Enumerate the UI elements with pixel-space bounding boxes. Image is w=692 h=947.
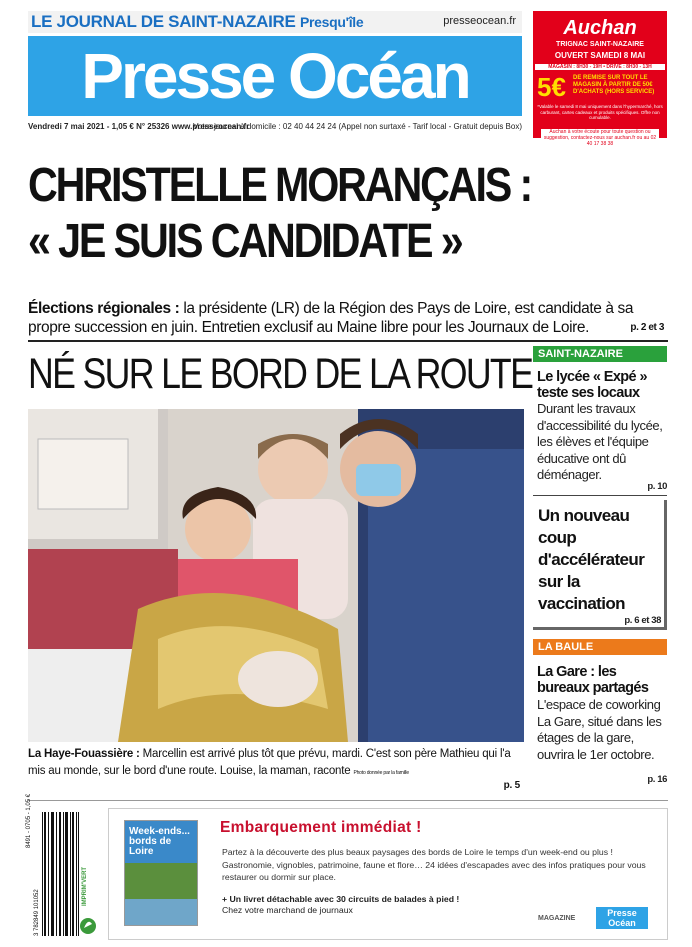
magazine-label: MAGAZINE [538,915,576,922]
main-story-caption [28,746,524,791]
barcode-text: 8491 - 0705 - 1,05 € [26,793,32,848]
section-tag-la-baule: LA BAULE [533,639,667,655]
magazine-ad-extra-sub: Chez votre marchand de journaux [222,905,353,915]
headline-lead [28,299,668,337]
auchan-service: Auchan à votre écoute pour toute question ou suggestion, contactez-nous sur auchan.fr ou au 02 40 17 38 38 [541,129,659,147]
barcode-number: 3 782849 101052 [34,889,40,936]
headline-line-2[interactable]: « JE SUIS CANDIDATE » [28,215,462,268]
headline-line-1[interactable]: CHRISTELLE MORANÇAIS : [28,159,532,212]
magazine-cover[interactable] [124,820,198,926]
auchan-discount: 5€ [537,72,566,102]
auchan-ad[interactable] [533,11,667,147]
main-story-photo[interactable] [28,409,524,742]
auchan-store: TRIGNAC SAINT-NAZAIRE [556,41,644,48]
main-story-page-ref[interactable]: p. 5 [503,780,520,791]
date-price: Vendredi 7 mai 2021 - 1,05 € N° 25326 www.presseocean.fr [28,122,250,131]
story-gare-page-ref[interactable]: p. 16 [647,774,667,785]
subscription-contact: Votre journal à domicile : 02 40 44 24 24 (Appel non surtaxé - Tarif local - Gratuit depuis Box) [193,122,522,131]
story-vaccination-title[interactable]: Un nouveau coup d'accélérateur sur la vaccination [538,506,645,613]
cover-river [125,899,197,925]
divider [28,340,668,342]
auchan-logo: Auchan [563,17,637,39]
lead-text: la présidente (LR) de la Région des Pays de Loire, est candidate à sa propre succession en juin. Entretien exclusif au Maine libre pour les Journaux de Loire. [28,300,634,336]
story-vaccination-page-ref[interactable]: p. 6 et 38 [624,615,661,626]
auchan-remise: DE REMISE SUR TOUT LE MAGASIN À PARTIR DE 50€ D'ACHATS (HORS SERVICE) [573,75,655,95]
newspaper-logo: Presse Océan [81,40,469,112]
story-lycee-text: Durant les travaux d'accessibilité du lycée, les élèves et l'équipe éducative ont dû déménager. [537,401,663,482]
story-lycee-page-ref[interactable]: p. 10 [647,481,667,492]
auchan-open: OUVERT SAMEDI 8 MAI [554,51,646,60]
sidebar-divider [533,495,667,496]
main-story-title[interactable]: NÉ SUR LE BORD DE LA ROUTE [28,350,533,398]
dateline [28,121,522,133]
family-photo-illustration [28,409,524,742]
divider [28,800,668,801]
magazine-ad-extra-bold: + Un livret détachable avec 30 circuits de balades à pied ! [222,894,460,904]
story-gare-text: L'espace de coworking La Gare, situé dans les étages de la gare, ouvrira le 1er octobre. [537,697,662,762]
auchan-hours: MAGASIN : 8H30 - 19H • DRIVE : 8H30 - 13H [535,64,665,70]
magazine-ad-body: Partez à la découverte des plus beaux paysages des bords de Loire le temps d'un week-end ou plus ! Gastronomie, vignobles, patrimoine, faune et flore… 24 idées d'escapades avec des infos pratiques pour vous restaurer ou dormir sur place. [222,847,646,882]
story-lycee-title[interactable]: Le lycée « Expé » teste ses locaux [537,369,647,401]
caption-kicker: La Haye-Fouassière : [28,748,140,760]
presquile-text: Presqu'île [300,14,364,30]
website-link[interactable]: presseocean.fr [443,15,516,27]
masthead [28,36,522,116]
auchan-conditions: *Valable le samedi 8 mai uniquement dans l'hypermarché, hors carburant, cartes cadeaux et produits spécifiques. Offre non cumulable. [537,104,663,120]
journal-label [31,12,363,32]
photo-credit: Photo donnée par la famille [353,770,409,776]
caption-text: Marcellin est arrivé plus tôt que prévu, mardi. C'est son père Mathieu qui l'a mis au monde, sur le bord d'une route. Louise, la maman, raconte [28,748,511,777]
section-tag-saint-nazaire: SAINT-NAZAIRE [533,346,667,362]
lead-page-ref[interactable]: p. 2 et 3 [630,322,664,333]
barcode-area [26,793,98,940]
journal-label-text: LE JOURNAL DE SAINT-NAZAIRE [31,12,296,31]
cover-title: Week-ends... bords de Loire [129,826,190,857]
top-banner [28,11,522,33]
story-gare-title[interactable]: La Gare : les bureaux partagés [537,664,649,696]
lead-kicker: Élections régionales : [28,300,180,317]
imprim-vert-label: IMPRIM'VERT [82,866,88,906]
magazine-ad-title[interactable]: Embarquement immédiat ! [220,819,422,836]
mini-logo: Presse Océan [596,907,648,929]
